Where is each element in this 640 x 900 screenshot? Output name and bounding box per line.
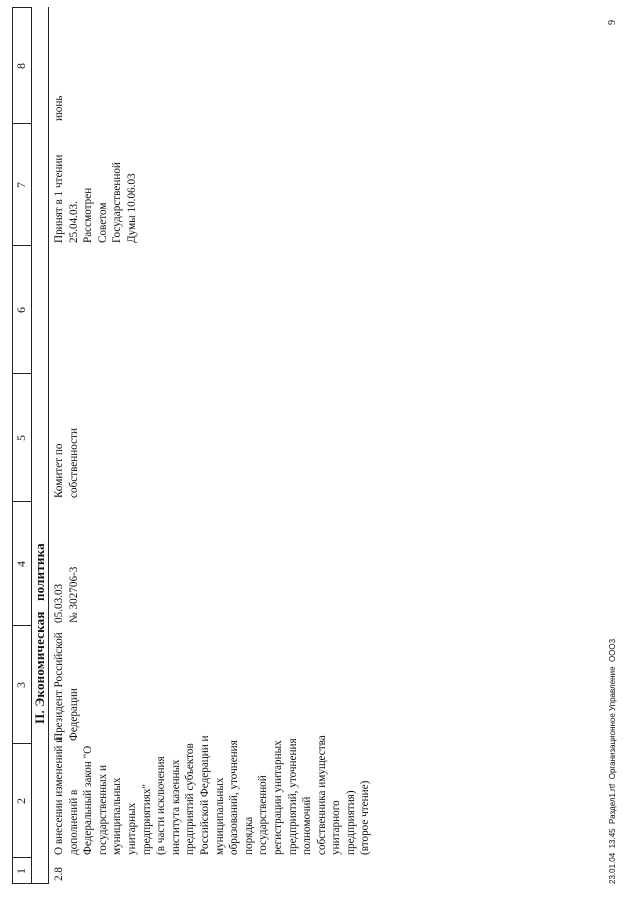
bill-title-line: (второе чтение) [359,780,372,855]
registration-date: 05.03.03 [53,583,65,623]
status-line: Советом [96,202,109,243]
page-number: 9 [607,20,618,25]
responsible-committee [52,376,81,498]
bill-title-line: муниципальных [111,777,124,855]
committee-line: собственности [67,428,80,498]
section-title: II. Экономическая политика [32,543,47,724]
initiator [52,625,81,741]
status-line: Государственной [111,162,124,243]
bill-title-line: института казенных [169,759,182,855]
bill-title-line: Федеральный закон "О [82,745,95,855]
initiator-line: Федерации [67,688,80,741]
column-number-2: 2 [14,798,28,804]
bill-title-line: О внесении изменений и [53,736,65,855]
consideration-month: июнь [53,95,65,121]
column-number-6: 6 [14,307,28,313]
document-footer: 23.01.04 13.45 Раздел1.rtf Организационное Управление ООО3 [608,638,617,884]
bill-title-line: дополнений в [67,789,80,855]
column-number-3: 3 [14,682,28,688]
status-line: Рассмотрен [82,187,95,243]
bill-title-line: предприятий субъектов [184,743,197,855]
bill-title-line: собственника имущества [315,735,328,855]
bill-title-line: предприятиях" [140,784,153,855]
section-row-border [48,7,49,884]
status-line: 25.04.03. [67,201,80,243]
header-row-border [31,7,32,884]
bill-title-line: регистрации унитарных [271,740,284,855]
registration-info [52,503,81,623]
bill-title-line: государственных и [96,764,109,855]
bill-status [52,125,140,243]
committee-line: Комитет по [53,443,65,498]
bill-title-line: (в части исключения [155,756,168,855]
initiator-line: Президент Российской [53,632,65,741]
bill-title-line: предприятия) [344,790,357,855]
bill-title-line: порядка [242,816,255,855]
bill-title-line: государственной [257,775,270,855]
bill-title-line: предприятий, уточнения [286,738,299,855]
column-number-4: 4 [14,561,28,567]
status-line: Принят в 1 чтении [53,154,65,243]
bill-title-line: муниципальных [213,777,226,855]
bill-title-line: полномочий [301,796,314,855]
bill-title-line: Российской Федерации и [198,735,211,855]
registration-number: № 302706-3 [67,566,80,623]
column-number-7: 7 [14,182,28,188]
row-number: 2.8 [53,867,65,881]
bill-title-line: унитарного [330,800,343,855]
column-number-8: 8 [14,63,28,69]
legislation-table [12,7,632,884]
bill-title [52,737,373,855]
column-number-5: 5 [14,435,28,441]
bill-title-line: унитарных [125,802,138,855]
status-line: Думы 10.06.03 [125,173,138,243]
bill-title-line: образований, уточнения [228,740,241,855]
column-number-1: 1 [14,868,28,874]
